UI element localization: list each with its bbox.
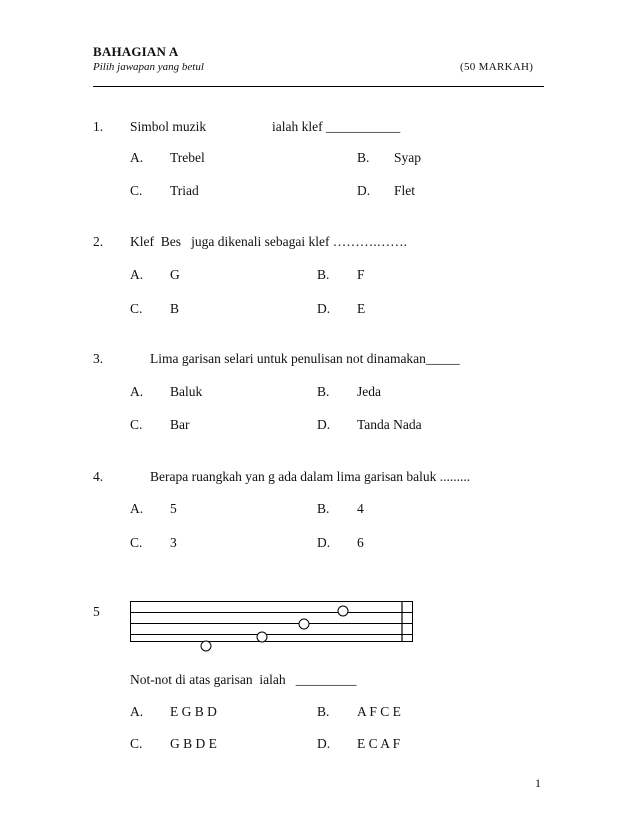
question-text: Klef Bes juga dikenali sebagai klef ……….……. — [130, 234, 408, 249]
option-letter: D. — [317, 736, 331, 751]
option-text: Tanda Nada — [357, 417, 422, 432]
option-text: 6 — [357, 535, 364, 550]
question-number: 4. — [93, 469, 104, 484]
option-text: E G B D — [170, 704, 217, 719]
option-letter: D. — [317, 417, 331, 432]
option-text: E C A F — [357, 736, 401, 751]
question-number: 3. — [93, 351, 104, 366]
note-head — [257, 632, 267, 642]
option-text: 5 — [170, 501, 177, 516]
option-letter: C. — [130, 183, 143, 198]
option-letter: C. — [130, 736, 143, 751]
question-text: Lima garisan selari untuk penulisan not dinamakan_____ — [150, 351, 460, 366]
option-text: 4 — [357, 501, 364, 516]
option-letter: B. — [357, 150, 370, 165]
question-text: Simbol muzik — [130, 119, 207, 134]
section-title: BAHAGIAN A — [93, 44, 179, 59]
option-letter: B. — [317, 384, 330, 399]
note-head — [299, 619, 309, 629]
header-divider — [93, 86, 544, 87]
option-letter: C. — [130, 301, 143, 316]
option-letter: D. — [317, 535, 331, 550]
option-text: Baluk — [170, 384, 203, 399]
option-text: B — [170, 301, 180, 316]
option-text: E — [357, 301, 366, 316]
note-head — [201, 641, 211, 651]
option-text: F — [357, 267, 365, 282]
option-letter: B. — [317, 267, 330, 282]
option-text: Bar — [170, 417, 190, 432]
marks-label: (50 MARKAH) — [460, 61, 534, 73]
option-letter: A. — [130, 501, 144, 516]
option-letter: D. — [317, 301, 331, 316]
option-letter: C. — [130, 417, 143, 432]
question-text-continued: ialah klef ___________ — [272, 119, 401, 134]
question-number: 2. — [93, 234, 104, 249]
option-text: Trebel — [170, 150, 205, 165]
question-text: Berapa ruangkah yan g ada dalam lima garisan baluk ......... — [150, 469, 471, 484]
note-head — [338, 606, 348, 616]
option-letter: C. — [130, 535, 143, 550]
option-letter: D. — [357, 183, 371, 198]
question-text: Not-not di atas garisan ialah _________ — [130, 672, 357, 687]
page-number: 1 — [535, 776, 541, 790]
option-letter: A. — [130, 384, 144, 399]
music-staff — [130, 597, 420, 653]
option-letter: A. — [130, 267, 144, 282]
option-text: Flet — [394, 183, 416, 198]
option-text: G B D E — [170, 736, 217, 751]
option-text: G — [170, 267, 180, 282]
question-number: 5 — [93, 604, 100, 619]
option-letter: A. — [130, 150, 144, 165]
option-text: Triad — [170, 183, 199, 198]
option-letter: A. — [130, 704, 144, 719]
instruction-text: Pilih jawapan yang betul — [93, 61, 204, 73]
option-text: 3 — [170, 535, 177, 550]
option-text: Jeda — [357, 384, 381, 399]
question-number: 1. — [93, 119, 104, 134]
option-letter: B. — [317, 501, 330, 516]
option-text: Syap — [394, 150, 421, 165]
option-letter: B. — [317, 704, 330, 719]
option-text: A F C E — [357, 704, 401, 719]
